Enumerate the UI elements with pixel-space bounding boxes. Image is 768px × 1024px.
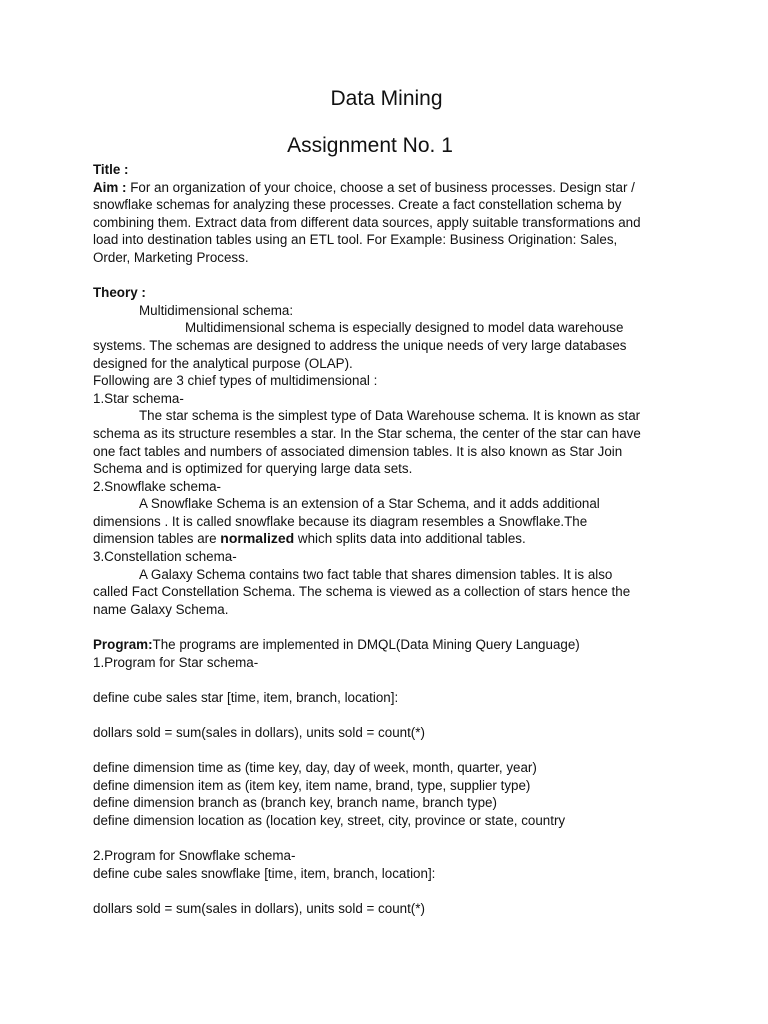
aim-line-4: load into destination tables using an ETL tool. For Example: Business Origination: Sales, bbox=[93, 232, 618, 248]
spacer bbox=[93, 706, 693, 724]
star-cube-definition: define cube sales star [time, item, branch, location]: bbox=[93, 689, 399, 705]
star-schema-line-2: schema as its structure resembles a star. In the Star schema, the center of the star can have bbox=[93, 425, 641, 441]
spacer bbox=[93, 830, 693, 848]
dimension-item-definition: define dimension item as (item key, item name, brand, type, supplier type) bbox=[93, 777, 531, 793]
star-schema-line-4: Schema and is optimized for querying large data sets. bbox=[93, 461, 413, 477]
constellation-schema-heading: 3.Constellation schema- bbox=[93, 549, 237, 565]
schema-types-intro: Following are 3 chief types of multidimensional : bbox=[93, 373, 378, 389]
title-label: Title : bbox=[93, 162, 129, 177]
assignment-number: Assignment No. 1 bbox=[287, 134, 453, 157]
spacer bbox=[93, 618, 693, 636]
aim-label: Aim : bbox=[93, 179, 127, 195]
dimension-time-definition: define dimension time as (time key, day, day of week, month, quarter, year) bbox=[93, 760, 537, 776]
aim-line-2: snowflake schemas for analyzing these processes. Create a fact constellation schema by bbox=[93, 197, 622, 213]
constellation-schema-line-2: called Fact Constellation Schema. The schema is viewed as a collection of stars hence the bbox=[93, 584, 631, 600]
constellation-schema-line-3: name Galaxy Schema. bbox=[93, 601, 229, 617]
snowflake-schema-heading: 2.Snowflake schema- bbox=[93, 478, 222, 494]
constellation-schema-line-1: A Galaxy Schema contains two fact table that shares dimension tables. It is also bbox=[139, 566, 613, 582]
spacer bbox=[93, 742, 693, 760]
snowflake-line-3-pre: dimension tables are bbox=[93, 531, 221, 547]
theory-label: Theory : bbox=[93, 285, 146, 301]
multidimensional-line-2: systems. The schemas are designed to address the unique needs of very large databases bbox=[93, 337, 627, 353]
multidimensional-line-3: designed for the analytical purpose (OLAP). bbox=[93, 355, 353, 371]
aim-line-1 bbox=[93, 179, 693, 197]
star-program-heading: 1.Program for Star schema- bbox=[93, 654, 259, 670]
snowflake-cube-definition: define cube sales snowflake [time, item, branch, location]: bbox=[93, 865, 436, 881]
aim-line-3: combining them. Extract data from different data sources, apply suitable transformations and bbox=[93, 214, 641, 230]
snowflake-measures-definition: dollars sold = sum(sales in dollars), units sold = count(*) bbox=[93, 900, 425, 916]
dimension-location-definition: define dimension location as (location key, street, city, province or state, country bbox=[93, 812, 566, 828]
multidimensional-line-1: Multidimensional schema is especially designed to model data warehouse bbox=[185, 320, 624, 336]
spacer bbox=[93, 267, 693, 285]
snowflake-schema-line-2: dimensions . It is called snowflake because its diagram resembles a Snowflake.The bbox=[93, 513, 588, 529]
snowflake-line-3-post: which splits data into additional tables. bbox=[294, 531, 526, 547]
program-intro-line bbox=[93, 636, 693, 654]
dimension-branch-definition: define dimension branch as (branch key, branch name, branch type) bbox=[93, 795, 497, 811]
snowflake-schema-line-1: A Snowflake Schema is an extension of a Star Schema, and it adds additional bbox=[139, 496, 600, 512]
multidimensional-subheading: Multidimensional schema: bbox=[139, 302, 294, 318]
document-body bbox=[93, 161, 693, 918]
star-schema-line-3: one fact tables and numbers of associated dimension tables. It is also known as Star Join bbox=[93, 443, 623, 459]
star-measures-definition: dollars sold = sum(sales in dollars), units sold = count(*) bbox=[93, 725, 425, 740]
aim-line-5: Order, Marketing Process. bbox=[93, 249, 249, 265]
star-schema-heading: 1.Star schema- bbox=[93, 390, 184, 406]
snowflake-program-heading: 2.Program for Snowflake schema- bbox=[93, 848, 296, 864]
spacer bbox=[93, 671, 693, 689]
normalized-emphasis: normalized bbox=[220, 530, 295, 547]
snowflake-schema-line-3 bbox=[93, 530, 693, 548]
program-intro: The programs are implemented in DMQL(Data Mining Query Language) bbox=[152, 637, 580, 653]
document-title: Data Mining bbox=[330, 87, 443, 110]
program-label: Program: bbox=[93, 637, 153, 653]
aim-text-1: For an organization of your choice, choose a set of business processes. Design star / bbox=[126, 179, 635, 195]
spacer bbox=[93, 882, 693, 900]
star-schema-line-1: The star schema is the simplest type of Data Warehouse schema. It is known as star bbox=[139, 408, 641, 424]
